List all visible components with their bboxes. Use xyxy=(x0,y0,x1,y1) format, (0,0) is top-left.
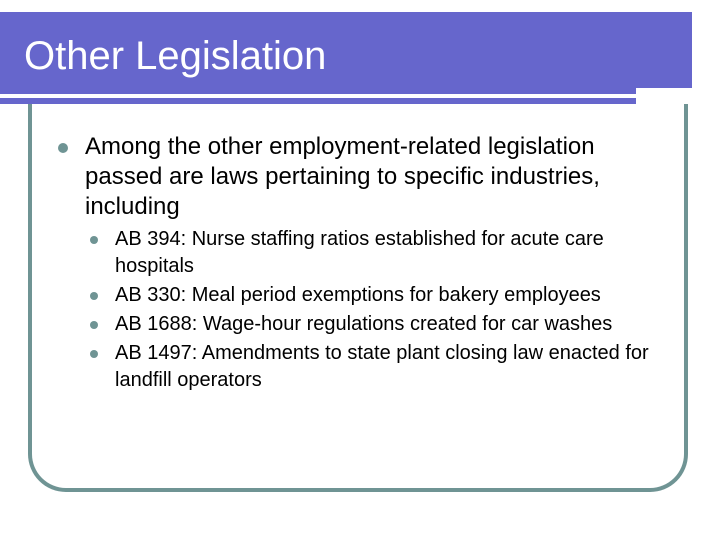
main-bullet xyxy=(58,132,648,222)
sub-bullet-dot-icon xyxy=(90,236,98,244)
title-band-notch xyxy=(636,88,692,104)
sub-bullet xyxy=(90,311,670,338)
main-bullet-text: Among the other employment-related legislation passed are laws pertaining to specific industries, including xyxy=(85,133,600,220)
sub-bullet-dot-icon xyxy=(90,292,98,300)
title-underline xyxy=(0,94,636,98)
sub-bullet-text: AB 330: Meal period exemptions for bakery employees xyxy=(115,284,601,306)
sub-bullet-list xyxy=(90,226,670,396)
sub-bullet-text: AB 1497: Amendments to state plant closing law enacted for landfill operators xyxy=(115,342,649,391)
sub-bullet-text: AB 394: Nurse staffing ratios established for acute care hospitals xyxy=(115,228,604,277)
sub-bullet-text: AB 1688: Wage-hour regulations created for car washes xyxy=(115,313,613,335)
sub-bullet-dot-icon xyxy=(90,350,98,358)
sub-bullet xyxy=(90,340,670,394)
bullet-dot-icon xyxy=(58,143,68,153)
sub-bullet xyxy=(90,226,670,280)
sub-bullet-dot-icon xyxy=(90,321,98,329)
sub-bullet xyxy=(90,282,670,309)
slide-title: Other Legislation xyxy=(24,34,327,78)
